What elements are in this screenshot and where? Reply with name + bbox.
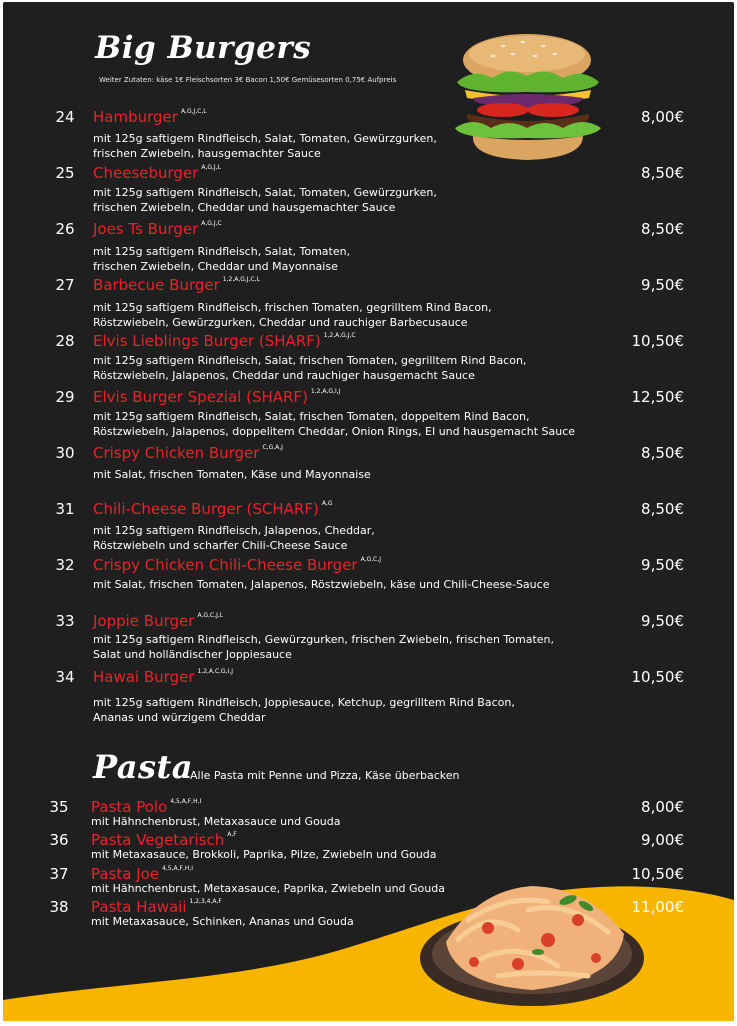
pasta-plate-image: [418, 880, 646, 1010]
item-description: mit Salat, frischen Tomaten, Jalapenos, Röstzwiebeln, käse und Chili-Cheese-Sauce: [93, 578, 550, 591]
item-price: 8,00€: [641, 108, 684, 126]
allergen-codes: 1,2,A,G,J,C: [323, 332, 356, 339]
item-name: Barbecue Burger $^{1,2,A,G,J,C,L}$: [93, 276, 260, 294]
item-description: mit Salat, frischen Tomaten, Käse und Mayonnaise: [93, 468, 371, 481]
item-name: Pasta Hawaii $^{1,2,3,4,A,F}$: [91, 898, 222, 916]
item-description: mit 125g saftigem Rindfleisch, Salat, Tomaten, Gewürzgurken, frischen Zwiebeln, Cheddar und hausgemachter Sauce: [93, 186, 437, 214]
item-number: 25: [55, 164, 75, 182]
allergen-codes: A,G,C,J,L: [197, 612, 224, 619]
item-number: 35: [49, 798, 69, 816]
item-number: 34: [55, 668, 75, 686]
item-name: Pasta Joe $^{4,5,A,F,H,I}$: [91, 865, 194, 883]
item-price: 8,00€: [641, 798, 684, 816]
item-number: 38: [49, 898, 69, 916]
menu-page: [3, 2, 734, 1021]
item-name: Crispy Chicken Burger $^{C,G,A,J}$: [93, 444, 283, 462]
item-name: Pasta Vegetarisch $^{A,F}$: [91, 831, 237, 849]
item-description: mit 125g saftigem Rindfleisch, Salat, frischen Tomaten, doppeltem Rind Bacon, Röstzwiebeln, Jalapenos, doppelitem Cheddar, Onion Rings, EI und hausgemacht Sauce: [93, 410, 576, 438]
allergen-codes: A,G,J,C,L: [180, 108, 207, 115]
item-name: Hawai Burger $^{1,2,A,C,G,I,J}$: [93, 668, 234, 686]
item-price: 9,00€: [641, 831, 684, 849]
item-name: Elvis Lieblings Burger (SHARF) $^{1,2,A,G,J,C}$: [93, 332, 356, 350]
item-description: mit Hähnchenbrust, Metaxasauce, Paprika, Zwiebeln und Gouda: [91, 882, 445, 895]
item-description: mit 125g saftigem Rindfleisch, Salat, frischen Tomaten, gegrilltem Rind Bacon, Röstzwiebeln, Jalapenos, Cheddar und rauchiger hausgemacht Sauce: [93, 354, 527, 382]
item-description: mit 125g saftigem Rindfleisch, Salat, Tomaten, Gewürzgurken, frischen Zwiebeln, hausgemachter Sauce: [93, 132, 437, 160]
item-number: 26: [55, 220, 75, 238]
item-number: 31: [55, 500, 75, 518]
item-number: 37: [49, 865, 69, 883]
item-price: 11,00€: [631, 898, 684, 916]
item-number: 32: [55, 556, 75, 574]
allergen-codes: 1,2,A,C,G,I,J: [197, 668, 234, 675]
allergen-codes: A,G: [321, 500, 333, 507]
burgers-extras-note: Weiter Zutaten: käse 1€ Fleischsorten 3€ Bacon 1,50€ Gemüsesorten 0,75€ Aufpreis: [99, 76, 397, 84]
allergen-codes: A,F: [227, 831, 237, 838]
allergen-codes: 4,5,A,F,H,I: [170, 798, 202, 805]
item-name: Hamburger $^{A,G,J,C,L}$: [93, 108, 207, 126]
item-name: Joes Ts Burger $^{A,G,J,C}$: [93, 220, 222, 238]
item-description: mit Hähnchenbrust, Metaxasauce und Gouda: [91, 815, 341, 828]
item-name: Cheeseburger $^{A,G,J,L}$: [93, 164, 221, 182]
item-price: 8,50€: [641, 444, 684, 462]
item-price: 10,50€: [631, 865, 684, 883]
allergen-codes: 4,5,A,F,H,I: [162, 865, 194, 872]
item-description: mit 125g saftigem Rindfleisch, Joppiesauce, Ketchup, gegrilltem Rind Bacon, Ananas und würzigem Cheddar: [93, 696, 515, 724]
item-description: mit 125g saftigem Rindfleisch, frischen Tomaten, gegrilltem Rind Bacon, Röstzwiebeln, Gewürzgurken, Cheddar und rauchiger Barbecusauce: [93, 301, 492, 329]
item-price: 10,50€: [631, 332, 684, 350]
item-number: 30: [55, 444, 75, 462]
item-number: 24: [55, 108, 75, 126]
allergen-codes: A,G,J,C: [201, 220, 222, 227]
item-description: mit Metaxasauce, Schinken, Ananas und Gouda: [91, 915, 354, 928]
item-number: 29: [55, 388, 75, 406]
allergen-codes: 1,2,A,G,J,C,L: [222, 276, 260, 283]
allergen-codes: A,G,C,J: [360, 556, 382, 563]
item-number: 27: [55, 276, 75, 294]
item-price: 9,50€: [641, 556, 684, 574]
allergen-codes: A,G,J,L: [201, 164, 221, 171]
item-name: Crispy Chicken Chili-Cheese Burger $^{A,G,C,J}$: [93, 556, 382, 574]
item-price: 8,50€: [641, 220, 684, 238]
item-description: mit 125g saftigem Rindfleisch, Salat, Tomaten, frischen Zwiebeln, Cheddar und Mayonnaise: [93, 245, 351, 273]
allergen-codes: C,G,A,J: [262, 444, 283, 451]
item-price: 9,50€: [641, 612, 684, 630]
item-description: mit Metaxasauce, Brokkoli, Paprika, Pilze, Zwiebeln und Gouda: [91, 848, 437, 861]
item-name: Chili-Cheese Burger (SCHARF) $^{A,G}$: [93, 500, 333, 518]
burgers-section-title: Big Burgers: [95, 30, 312, 66]
item-price: 12,50€: [631, 388, 684, 406]
pasta-section-title: Pasta: [93, 748, 193, 786]
item-description: mit 125g saftigem Rindfleisch, Gewürzgurken, frischen Zwiebeln, frischen Tomaten, Salat und holländischer Joppiesauce: [93, 633, 555, 661]
item-number: 36: [49, 831, 69, 849]
item-number: 33: [55, 612, 75, 630]
item-name: Elvis Burger Spezial (SHARF) $^{1,2,A,G,I,J}$: [93, 388, 341, 406]
item-name: Pasta Polo $^{4,5,A,F,H,I}$: [91, 798, 202, 816]
item-description: mit 125g saftigem Rindfleisch, Jalapenos, Cheddar, Röstzwiebeln und scharfer Chili-Cheese Sauce: [93, 524, 375, 552]
burger-image: [443, 32, 611, 166]
allergen-codes: 1,2,A,G,I,J: [310, 388, 341, 395]
allergen-codes: 1,2,3,4,A,F: [189, 898, 222, 905]
item-price: 8,50€: [641, 164, 684, 182]
item-number: 28: [55, 332, 75, 350]
item-price: 10,50€: [631, 668, 684, 686]
item-price: 9,50€: [641, 276, 684, 294]
item-price: 8,50€: [641, 500, 684, 518]
item-name: Joppie Burger $^{A,G,C,J,L}$: [93, 612, 224, 630]
pasta-section-note: Alle Pasta mit Penne und Pizza, Käse überbacken: [190, 769, 460, 782]
